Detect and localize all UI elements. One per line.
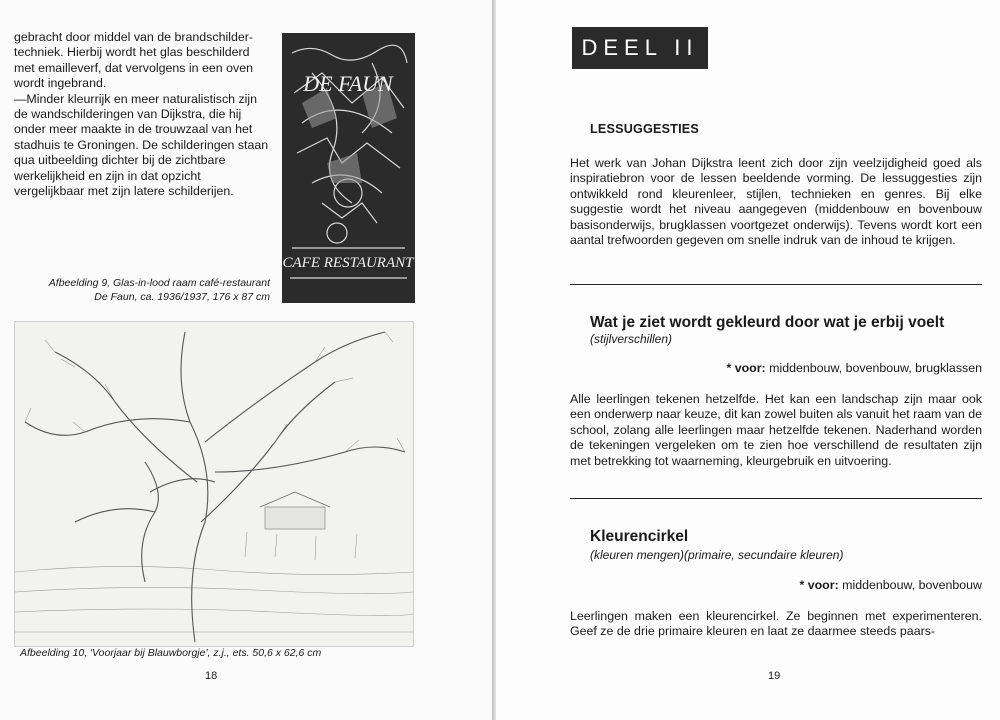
suggestion-1-level [726, 361, 982, 375]
etching-landscape-image [14, 321, 414, 647]
left-paragraph-2: — Minder kleurrijk en meer naturalistisch zijn de wandschilderingen van Dijkstra, die hij onder meer maakte in de trouwzaal van het stadhuis te Groningen. De schilderingen staan qua uitbeelding dichter bij de zichtbare werkelijkheid en zijn in dat opzicht vergelijkbaar met zijn latere schilderijen. [14, 92, 272, 200]
suggestion-1-text: Alle leerlingen tekenen hetzelfde. Het kan een landschap zijn maar ook een onderwerp naar keuze, dit kan zowel buiten als vanuit het raam van de school, zolang alle leerlingen maar hetzelfde tekenen. Naderhand worden de tekeningen vergeleken om te zien hoe verschillend de resultaten zijn met betrekking tot waarneming, kleurgebruik en uitvoering. [570, 392, 982, 468]
suggestion-1-title: Wat je ziet wordt gekleurd door wat je erbij voelt [590, 314, 945, 331]
part-heading: DEEL II [572, 27, 708, 69]
suggestion-1-subtitle: (stijlverschillen) [590, 332, 673, 346]
figure-10-caption: Afbeelding 10, 'Voorjaar bij Blauwborgje', z.j., ets. 50,6 x 62,6 cm [20, 647, 322, 659]
suggestion-2-level [799, 578, 982, 592]
suggestion-2-level-text: middenbouw, bovenbouw [842, 578, 982, 592]
left-paragraph-1: gebracht door middel van de brandschilder-techniek. Hierbij wordt het glas beschilderd met emailleverf, dat vervolgens in een oven wordt ingebrand. [14, 30, 254, 91]
section-heading: LESSUGGESTIES [590, 122, 699, 136]
stained-lettering-bottom: CAFE RESTAURANT [282, 255, 414, 271]
suggestion-2-level-prefix: * voor: [799, 578, 839, 592]
left-page [0, 0, 492, 720]
page-number-left: 18 [205, 670, 218, 682]
figure-9-caption [20, 276, 270, 304]
page-number-right: 19 [768, 670, 781, 682]
figure-9-caption-line-1: Afbeelding 9, Glas-in-lood raam café-restaurant [48, 277, 270, 289]
divider-2 [570, 498, 982, 499]
suggestion-2-subtitle: (kleuren mengen)(primaire, secundaire kleuren) [590, 548, 844, 562]
intro-paragraph: Het werk van Johan Dijkstra leent zich door zijn veelzijdigheid goed als inspiratiebron voor de lessen beeldende vorming. De lessuggesties zijn ontwikkeld rond kleurenleer, stijlen, technieken en genres. Bij elke suggestie wordt het niveau aangegeven (middenbouw en bovenbouw basisonderwijs, brugklassen voortgezet onderwijs). Tevens wordt kort een aantal trefwoorden gegeven om snelle indruk van de inhoud te krijgen. [570, 156, 982, 248]
left-text-column [14, 30, 272, 199]
stained-glass-window-image [282, 33, 415, 303]
suggestion-2-text: Leerlingen maken een kleurencirkel. Ze beginnen met experimenteren. Geef ze de drie primaire kleuren en laat ze daarmee steeds paars- [570, 609, 982, 639]
figure-9-caption-line-2: De Faun, ca. 1936/1937, 176 x 87 cm [94, 291, 270, 303]
divider-1 [570, 284, 982, 285]
suggestion-1-level-text: middenbouw, bovenbouw, brugklassen [769, 361, 982, 375]
stained-lettering-top: DE FAUN [303, 71, 393, 96]
suggestion-2-title: Kleurencirkel [590, 528, 689, 545]
suggestion-1-level-prefix: * voor: [726, 361, 766, 375]
